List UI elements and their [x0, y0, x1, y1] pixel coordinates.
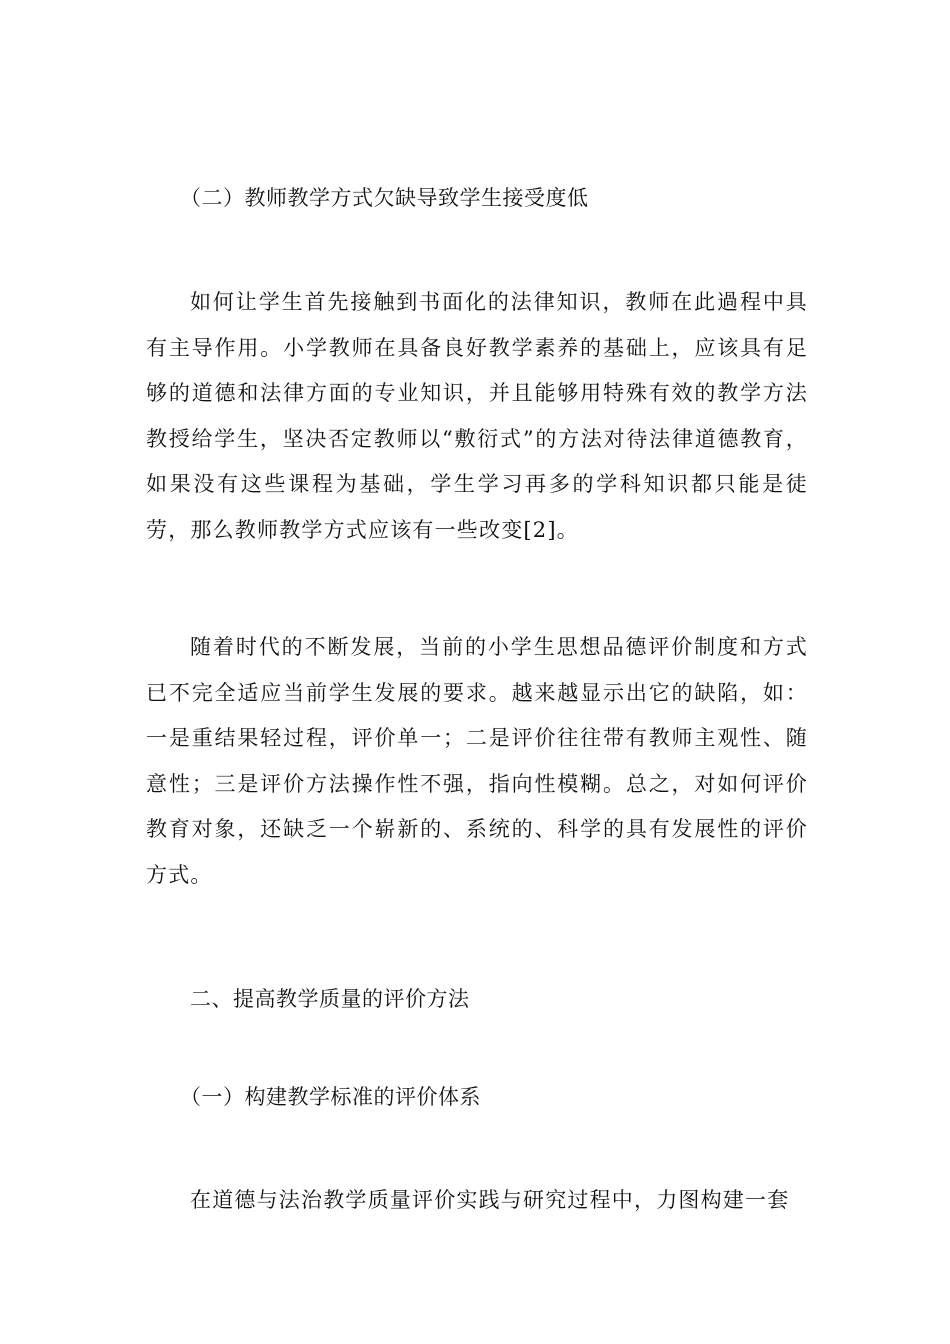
paragraph-evaluation-shortcomings: 随着时代的不断发展，当前的小学生思想品德评价制度和方式已不完全适应当前学生发展的要求。越来越显示出它的缺陷，如：一是重结果轻过程，评价单一；二是评价往往带有教师主观性、随意性；三是评价方法操作性不强，指向性模糊。总之，对如何评价教育对象，还缺乏一个崭新的、系统的、科学的具有发展性的评价方式。 — [146, 635, 808, 887]
section-heading-teaching-method: （二）教师教学方式欠缺导致学生接受度低 — [180, 186, 589, 210]
paragraph-teacher-role: 如何让学生首先接触到书面化的法律知识，教师在此過程中具有主导作用。小学教师在具备良好教学素养的基础上，应该具有足够的道德和法律方面的专业知识，并且能够用特殊有效的教学方法教授给学生，坚决否定教师以“敷衍式”的方法对待法律道德教育，如果没有这些课程为基础，学生学习再多的学科知识都只能是徒劳，那么教师教学方式应该有一些改变[2]。 — [146, 290, 808, 542]
paragraph-evaluation-practice: 在道德与法治教学质量评价实践与研究过程中，力图构建一套 — [190, 1188, 790, 1212]
section-heading-evaluation-system: （一）构建教学标准的评价体系 — [180, 1085, 481, 1109]
section-heading-evaluation-methods: 二、提高教学质量的评价方法 — [190, 987, 470, 1011]
